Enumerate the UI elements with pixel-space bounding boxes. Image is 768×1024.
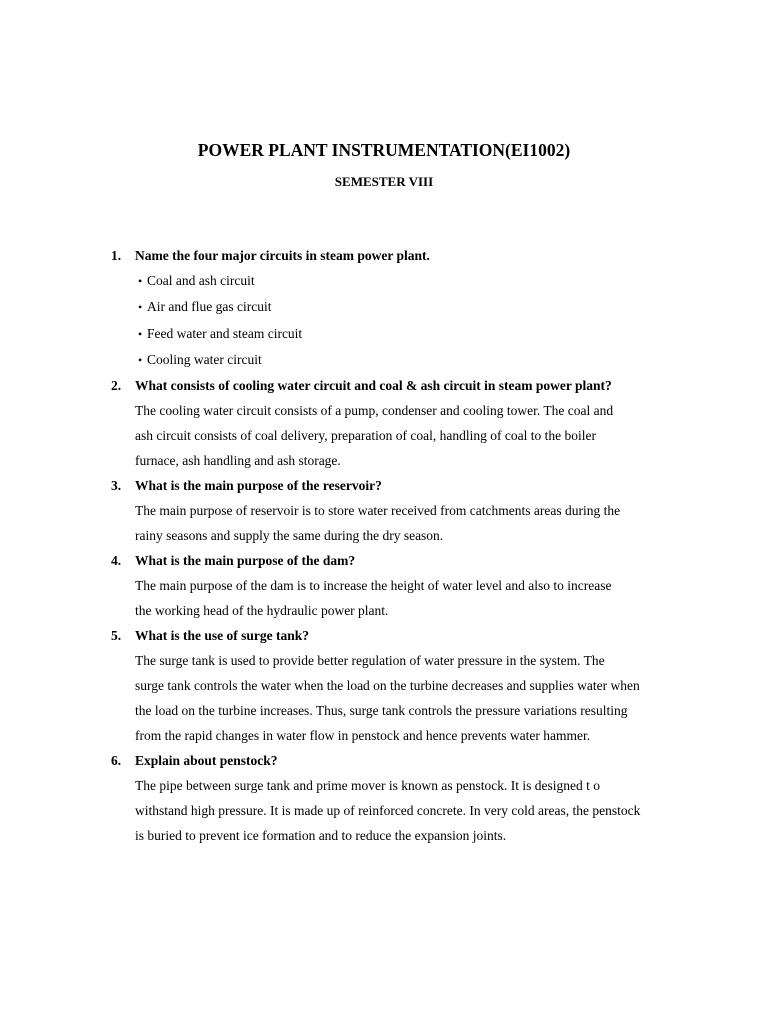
bullet-text: Cooling water circuit (147, 351, 262, 367)
answer-line: surge tank controls the water when the load on the turbine decreases and supplies water when (135, 678, 640, 694)
bullet-item (111, 268, 691, 294)
question-number: 3. (111, 478, 122, 494)
answer-line: from the rapid changes in water flow in penstock and hence prevents water hammer. (135, 728, 591, 744)
question-text: What consists of cooling water circuit and coal & ash circuit in steam power plant? (135, 378, 612, 394)
bullet-item (111, 321, 691, 347)
answer-line: the load on the turbine increases. Thus, surge tank controls the pressure variations resulting (135, 703, 628, 719)
answer-line: is buried to prevent ice formation and to reduce the expansion joints. (135, 828, 507, 844)
question-number: 1. (111, 248, 122, 263)
question-heading (111, 243, 691, 268)
bullet-list (111, 268, 691, 373)
page-subtitle: SEMESTER VIII (334, 174, 434, 189)
answer-line: the working head of the hydraulic power plant. (135, 603, 389, 619)
question-text: What is the main purpose of the dam? (135, 553, 356, 569)
answer-line: The main purpose of reservoir is to store water received from catchments areas during the (135, 503, 621, 519)
answer-line: ash circuit consists of coal delivery, preparation of coal, handling of coal to the boiler (135, 428, 596, 444)
answer-line: furnace, ash handling and ash storage. (135, 453, 341, 469)
answer-line: The main purpose of the dam is to increase the height of water level and also to increase (135, 578, 612, 594)
question-heading (111, 748, 691, 773)
question-number: 2. (111, 378, 122, 394)
answer-line: The pipe between surge tank and prime mover is known as penstock. It is designed t o (135, 778, 601, 794)
answer-line: The cooling water circuit consists of a pump, condenser and cooling tower. The coal and (135, 403, 614, 419)
bullet-text: Feed water and steam circuit (147, 325, 303, 341)
bullet-item (111, 294, 691, 320)
bullet-text: Air and flue gas circuit (147, 299, 272, 315)
question-text: Explain about penstock? (135, 753, 278, 769)
answer-line: The surge tank is used to provide better regulation of water pressure in the system. The (135, 653, 605, 669)
question-text: What is the main purpose of the reservoir? (135, 478, 382, 494)
page-title: POWER PLANT INSTRUMENTATION(EI1002) (197, 140, 571, 160)
question-heading (111, 548, 691, 573)
bullet-icon: • (138, 352, 143, 367)
bullet-icon: • (138, 326, 143, 341)
bullet-item (111, 347, 691, 373)
question-text: What is the use of surge tank? (135, 628, 310, 644)
question-heading (111, 373, 691, 398)
bullet-icon: • (138, 300, 143, 315)
answer-line: withstand high pressure. It is made up of reinforced concrete. In very cold areas, the penstock (135, 803, 641, 819)
bullet-text: Coal and ash circuit (147, 273, 255, 288)
answer-line: rainy seasons and supply the same during the dry season. (135, 528, 444, 544)
question-number: 6. (111, 753, 122, 769)
question-number: 5. (111, 628, 122, 644)
question-text: Name the four major circuits in steam power plant. (135, 248, 430, 263)
question-heading (111, 623, 691, 648)
bullet-icon: • (138, 274, 143, 288)
question-number: 4. (111, 553, 122, 569)
question-list (111, 243, 691, 848)
question-heading (111, 473, 691, 498)
